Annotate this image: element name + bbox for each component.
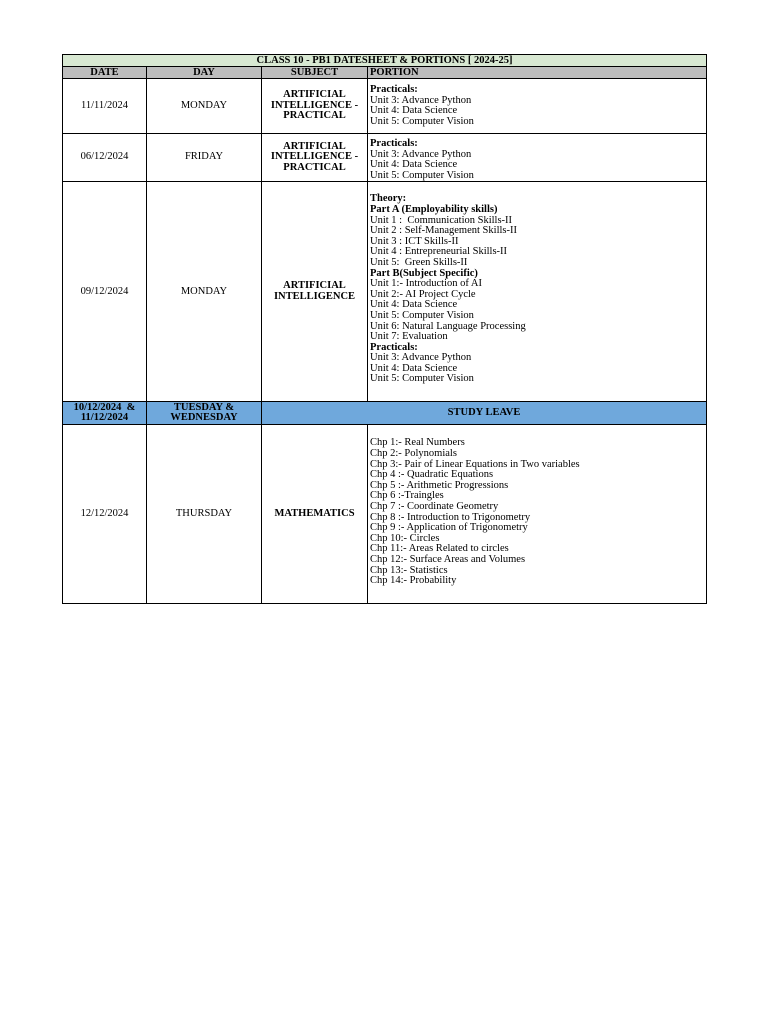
portion-line: Chp 13:- Statistics [370,564,448,576]
leave-date-cell [63,402,147,425]
day-cell: FRIDAY [147,134,262,182]
header-row [63,67,707,79]
header-date: DATE [63,67,147,79]
portion-line: Unit 5: Computer Vision [370,115,474,127]
portion-line: Chp 8 :- Introduction to Trigonometry [370,511,531,523]
portion-line: Chp 7 :- Coordinate Geometry [370,500,499,512]
portion-line: Unit 2:- AI Project Cycle [370,288,476,300]
leave-day-line: WEDNESDAY [170,412,238,424]
leave-date-line: 11/12/2024 [80,412,129,424]
subject-cell [262,425,368,604]
portion-line: Chp 9 :- Application of Trigonometry [370,522,528,534]
day-cell: MONDAY [147,79,262,134]
table-row [63,425,707,604]
table-row [63,79,707,134]
study-leave-row [63,402,707,425]
portion-line: Unit 2 : Self-Management Skills-II [370,225,517,237]
portion-line: Unit 4: Data Science [370,362,458,374]
portion-line: Unit 1:- Introduction of AI [370,278,482,290]
portion-cell [368,134,707,182]
portion-line: Chp 5 :- Arithmetic Progressions [370,479,509,491]
portion-line: Chp 3:- Pair of Linear Equations in Two variables [370,458,580,470]
subject-line: PRACTICAL [283,110,346,122]
day-cell: MONDAY [147,182,262,402]
study-leave-label: STUDY LEAVE [262,402,707,425]
portion-line: Chp 2:- Polynomials [370,447,457,459]
header-portion: PORTION [368,67,707,79]
date-cell: 06/12/2024 [63,134,147,182]
portion-line: Unit 7: Evaluation [370,331,448,343]
date-cell: 12/12/2024 [63,425,147,604]
leave-day-line: TUESDAY & [173,401,235,413]
portion-line: Unit 5: Computer Vision [370,373,474,385]
portion-line: Unit 3 : ICT Skills-II [370,235,459,247]
portion-line: Theory: [370,193,407,205]
subject-line: INTELLIGENCE - [270,99,359,111]
subject-cell [262,134,368,182]
portion-line: Unit 5: Computer Vision [370,309,474,321]
portion-line: Unit 3: Advance Python [370,352,472,364]
portion-line: Practicals: [370,138,418,149]
subject-cell [262,182,368,402]
portion-line: Part A (Employability skills) [370,203,498,215]
portion-line: Chp 12:- Surface Areas and Volumes [370,553,526,565]
portion-line: Chp 4 :- Quadratic Equations [370,469,494,481]
portion-line: Unit 4: Data Science [370,159,458,171]
portion-line: Unit 4: Data Science [370,105,458,117]
portion-line: Chp 6 :-Traingles [370,490,444,502]
title-row [63,55,707,67]
leave-day-cell [147,402,262,425]
portion-line: Practicals: [370,341,418,353]
subject-line: ARTIFICIAL [283,89,346,101]
subject-line: INTELLIGENCE [273,290,356,302]
leave-date-line: 10/12/2024 & [73,401,136,413]
header-subject: SUBJECT [262,67,368,79]
portion-line: Unit 3: Advance Python [370,94,472,106]
portion-line: Unit 5: Green Skills-II [370,256,468,268]
subject-line: ARTIFICIAL [283,280,346,292]
portion-line: Unit 1 : Communication Skills-II [370,214,513,226]
portion-line: Chp 1:- Real Numbers [370,437,465,449]
sheet-title: CLASS 10 - PB1 DATESHEET & PORTIONS [ 2024-25] [63,55,707,67]
subject-line: PRACTICAL [283,161,346,173]
subject-line: INTELLIGENCE - [270,151,359,163]
portion-line: Unit 3: Advance Python [370,148,472,160]
portion-line: Part B(Subject Specific) [370,267,478,279]
datesheet-table [62,54,707,604]
portion-line: Unit 5: Computer Vision [370,169,474,181]
portion-line: Chp 11:- Areas Related to circles [370,543,509,555]
portion-line: Unit 4: Data Science [370,299,458,311]
subject-cell [262,79,368,134]
date-cell: 09/12/2024 [63,182,147,402]
portion-line: Unit 4 : Entrepreneurial Skills-II [370,246,508,258]
portion-cell [368,79,707,134]
subject-line: ARTIFICIAL [283,140,346,152]
portion-cell [368,182,707,402]
day-cell: THURSDAY [147,425,262,604]
table-row [63,182,707,402]
portion-cell [368,425,707,604]
subject-line: MATHEMATICS [274,508,355,520]
portion-line: Chp 14:- Probability [370,575,457,587]
header-day: DAY [147,67,262,79]
table-row [63,134,707,182]
portion-line: Practicals: [370,84,418,95]
portion-line: Unit 6: Natural Language Processing [370,320,526,332]
portion-line: Chp 10:- Circles [370,532,440,544]
date-cell: 11/11/2024 [63,79,147,134]
